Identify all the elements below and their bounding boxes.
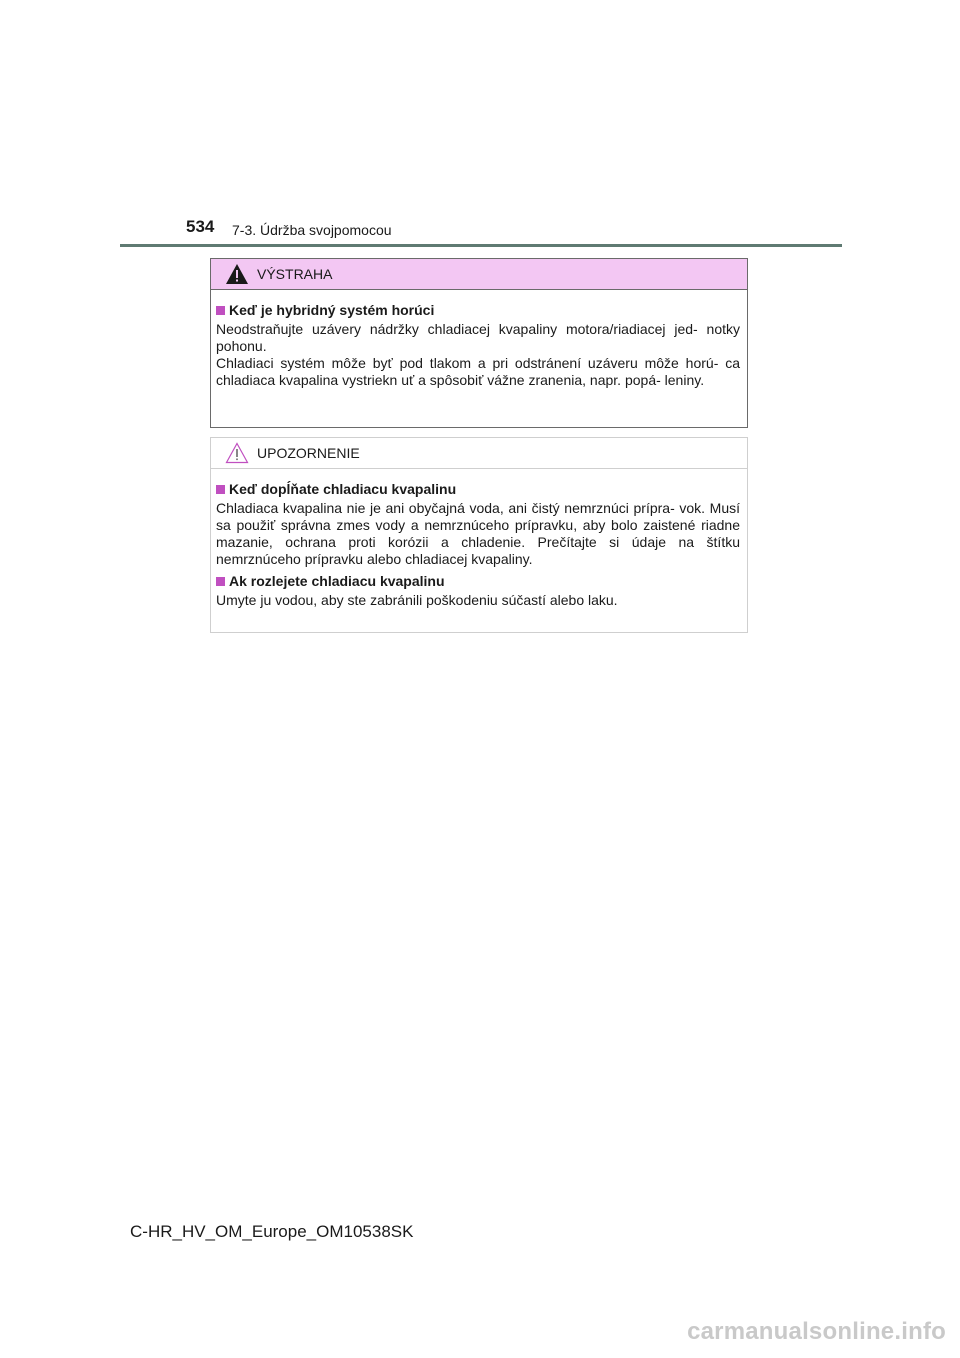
warning-box (210, 258, 748, 428)
paragraph: Neodstraňujte uzávery nádržky chladiacej kvapaliny motora/riadiacej jed- notky pohonu. (216, 321, 740, 354)
paragraph: Chladiaci systém môže byť pod tlakom a pri odstránení uzáveru môže horú- ca chladiaca kvapalina vystriekn uť a spôsobiť vážne zranenia, napr. popá- leniny. (216, 355, 740, 388)
notice-item-heading (216, 481, 740, 498)
notice-box (210, 437, 748, 633)
warning-item-heading (216, 302, 740, 319)
paragraph: Chladiaca kvapalina nie je ani obyčajná voda, ani čistý nemrznúci prípra- vok. Musí sa použiť správna zmes vody a nemrznúceho prípravku, aby bolo zaistené riadne mazanie, ochrana proti korózii a chladenie. Prečítajte si údaje na štítku nemrznúceho prípravku alebo chladiacej kvapaliny. (216, 500, 740, 567)
square-bullet-icon (216, 485, 225, 494)
warning-item-text (216, 321, 740, 389)
warning-body (211, 290, 747, 389)
square-bullet-icon (216, 306, 225, 315)
notice-item-title: Keď dopĺňate chladiacu kvapalinu (229, 481, 457, 497)
notice-item-heading (216, 573, 740, 590)
header-rule (120, 244, 842, 247)
document-code: C-HR_HV_OM_Europe_OM10538SK (130, 1222, 414, 1241)
notice-item-text (216, 500, 740, 568)
warning-label: VÝSTRAHA (257, 266, 333, 282)
notice-label: UPOZORNENIE (257, 445, 360, 461)
section-title: 7-3. Údržba svojpomocou (232, 222, 392, 238)
caution-triangle-outline-icon (225, 442, 249, 464)
notice-body (211, 469, 747, 609)
watermark: carmanualsonline.info (687, 1318, 946, 1345)
notice-item-text (216, 592, 740, 609)
paragraph: Umyte ju vodou, aby ste zabránili poškodeniu súčastí alebo laku. (216, 592, 618, 608)
notice-item-title: Ak rozlejete chladiacu kvapalinu (229, 573, 445, 589)
page-number: 534 (186, 217, 215, 236)
notice-header (211, 438, 747, 469)
square-bullet-icon (216, 577, 225, 586)
warning-triangle-icon (225, 263, 249, 285)
warning-header (211, 259, 747, 290)
warning-item-title: Keď je hybridný systém horúci (229, 302, 435, 318)
